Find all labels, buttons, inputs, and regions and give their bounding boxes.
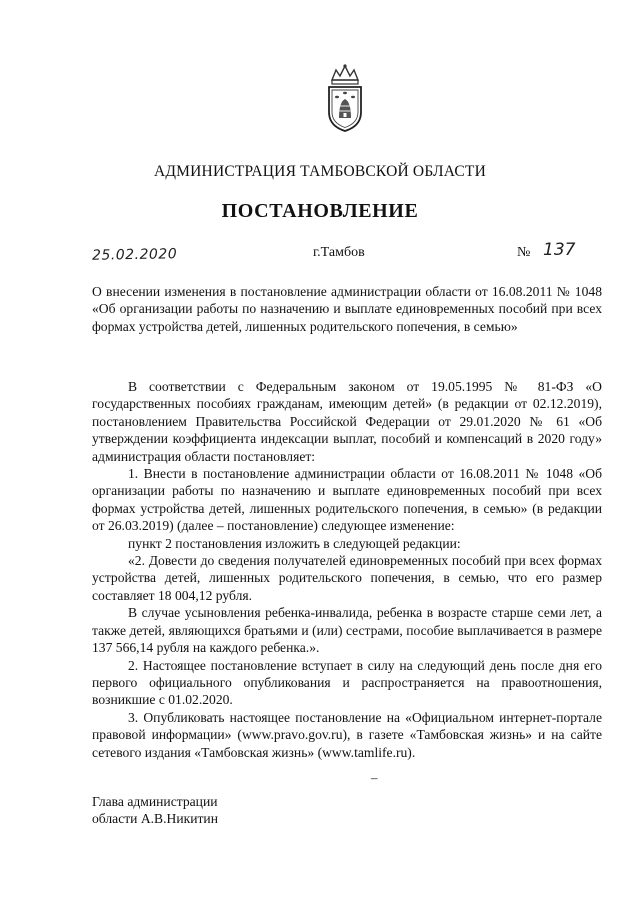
item-1-sub-paragraph: пункт 2 постановления изложить в следующей редакции: (128, 535, 461, 551)
signature-name: области А.В.Никитин (92, 811, 218, 826)
quote-1-paragraph: «2. Довести до сведения получателей единовременных пособий при всех формах устройства детей, лишенных родительского попечения, в семью, что его размер составляет 18 004,12 рубля. (92, 553, 602, 603)
document-number-label: № (517, 245, 531, 260)
document-number: 137 (543, 240, 576, 260)
coat-of-arms-icon (322, 62, 368, 134)
signature-block (92, 793, 218, 827)
item-2-paragraph: 2. Настоящее постановление вступает в силу на следующий день после дня его первого официального опубликования и распространяется на правоотношения, возникшие с 01.02.2020. (92, 657, 602, 708)
organization-name: АДМИНИСТРАЦИЯ ТАМБОВСКОЙ ОБЛАСТИ (154, 163, 486, 180)
item-1-paragraph: 1. Внести в постановление администрации области от 16.08.2011 № 1048 «Об организации работы по назначению и выплате единовременных пособий при всех формах устройства детей, лишенных родительского попечения, в семью» (в редакции от 26.03.2019) (далее – постановление) следующее изменение: (92, 466, 602, 534)
document-city: г.Тамбов (313, 245, 365, 260)
separator-dash: – (371, 770, 378, 785)
document-type: ПОСТАНОВЛЕНИЕ (221, 200, 419, 222)
signature-title: Глава администрации (92, 794, 218, 809)
document-date: 25.02.2020 (91, 246, 178, 264)
item-3-paragraph: 3. Опубликовать настоящее постановление на «Официальном интернет-портале правовой информации» (www.pravo.gov.ru), в газете «Тамбовская жизнь» и на сайте сетевого издания «Тамбовская жизнь» (www.tamlife.ru). (92, 709, 602, 760)
quote-2-paragraph: В случае усыновления ребенка-инвалида, ребенка в возрасте старше семи лет, а также детей, являющихся братьями и (или) сестрами, пособие выплачивается в размере 137 566,14 рубля на каждого ребенка.». (92, 605, 602, 656)
document-title (92, 283, 602, 335)
title-text: О внесении изменения в постановление администрации области от 16.08.2011 № 1048 «Об организации работы по назначению и выплате единовременных пособий при всех формах устройства детей, лишенных родительского попечения, в семью» (92, 284, 602, 334)
document-body (92, 378, 602, 761)
preamble-paragraph: В соответствии с Федеральным законом от 19.05.1995 № 81-ФЗ «О государственных пособиях гражданам, имеющим детей» (в редакции от 02.12.2019), постановлением Правительства Российской Федерации от 29.01.2020 № 61 «Об утверждении коэффициента индексации выплат, пособий и компенсаций в 2020 году» администрация области постановляет: (92, 379, 602, 464)
